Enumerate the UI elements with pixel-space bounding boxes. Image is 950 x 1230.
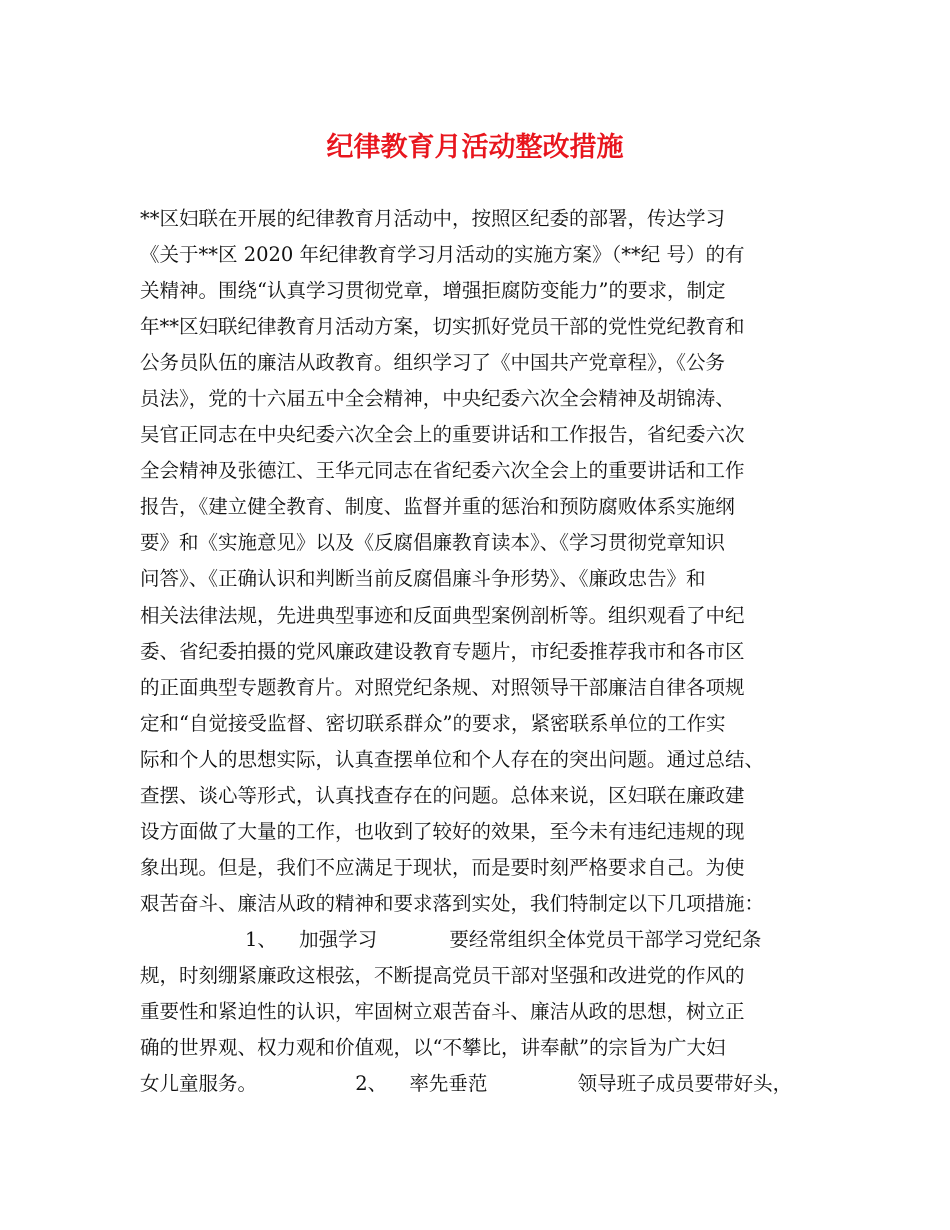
- body-line: 际和个人的思想实际，认真查摆单位和个人存在的突出问题。通过总结、: [140, 747, 765, 771]
- item-2-heading: 率先垂范: [409, 1072, 488, 1096]
- item-1-heading: 加强学习: [299, 927, 378, 951]
- body-line: 规，时刻绷紧廉政这根弦，不断提高党员干部对坚强和改进党的作风的: [140, 963, 745, 987]
- body-line: 的正面典型专题教育片。对照党纪条规、对照领导干部廉洁自律各项规: [140, 675, 745, 699]
- body-line: 员法》，党的十六届五中全会精神，中央纪委六次全会精神及胡锦涛、: [140, 387, 735, 411]
- body-line: 全会精神及张德江、王华元同志在省纪委六次全会上的重要讲话和工作: [140, 459, 745, 483]
- body-line: 关精神。围绕“认真学习贯彻党章，增强拒腐防变能力”的要求，制定: [140, 279, 726, 303]
- item-2-text: 领导班子成员要带好头，: [577, 1072, 793, 1096]
- body-line: 公务员队伍的廉洁从政教育。组织学习了《中国共产党章程》，《公务: [140, 351, 726, 375]
- item-1-line: [140, 922, 840, 958]
- item-1-text: 要经常组织全体党员干部学习党纪条: [449, 927, 762, 951]
- body-line: 《关于**区 2020 年纪律教育学习月活动的实施方案》（**纪 号）的有: [140, 243, 745, 267]
- body-line: 年**区妇联纪律教育月活动方案，切实抓好党员干部的党性党纪教育和: [140, 315, 745, 339]
- body-line: 象出现。但是，我们不应满足于现状，而是要时刻严格要求自己。为使: [140, 855, 745, 879]
- body-line: 确的世界观、权力观和价值观，以“不攀比，讲奉献”的宗旨为广大妇: [140, 1036, 726, 1060]
- body-line: 报告，《建立健全教育、制度、监督并重的惩治和预防腐败体系实施纲: [140, 495, 735, 519]
- item-2-line: [140, 1066, 840, 1102]
- item-1-text-end: 女儿童服务。: [140, 1072, 258, 1096]
- body-line: 艰苦奋斗、廉洁从政的精神和要求落到实处，我们特制定以下几项措施：: [140, 891, 765, 915]
- body-line: **区妇联在开展的纪律教育月活动中，按照区纪委的部署，传达学习: [140, 207, 726, 230]
- body-line: 委、省纪委拍摄的党风廉政建设教育专题片，市纪委推荐我市和各市区: [140, 639, 745, 663]
- item-1-number: 1、: [245, 927, 277, 951]
- body-line: 设方面做了大量的工作，也收到了较好的效果，至今未有违纪违规的现: [140, 819, 745, 843]
- document-title: 纪律教育月活动整改措施: [326, 132, 624, 163]
- body-line: 吴官正同志在中央纪委六次全会上的重要讲话和工作报告，省纪委六次: [140, 423, 745, 447]
- document-body: [140, 201, 840, 1102]
- body-line: 相关法律法规，先进典型事迹和反面典型案例剖析等。组织观看了中纪: [140, 603, 745, 627]
- body-line: 重要性和紧迫性的认识，牢固树立艰苦奋斗、廉洁从政的思想，树立正: [140, 1000, 745, 1024]
- body-line: 要》和《实施意见》以及《反腐倡廉教育读本》、《学习贯彻党章知识: [140, 531, 726, 555]
- body-line: 定和“自觉接受监督、密切联系群众”的要求，紧密联系单位的工作实: [140, 711, 726, 735]
- item-2-number: 2、: [355, 1072, 388, 1096]
- body-line: 问答》、《正确认识和判断当前反腐倡廉斗争形势》、《廉政忠告》和: [140, 567, 706, 591]
- body-line: 查摆、谈心等形式，认真找查存在的问题。总体来说，区妇联在廉政建: [140, 783, 745, 807]
